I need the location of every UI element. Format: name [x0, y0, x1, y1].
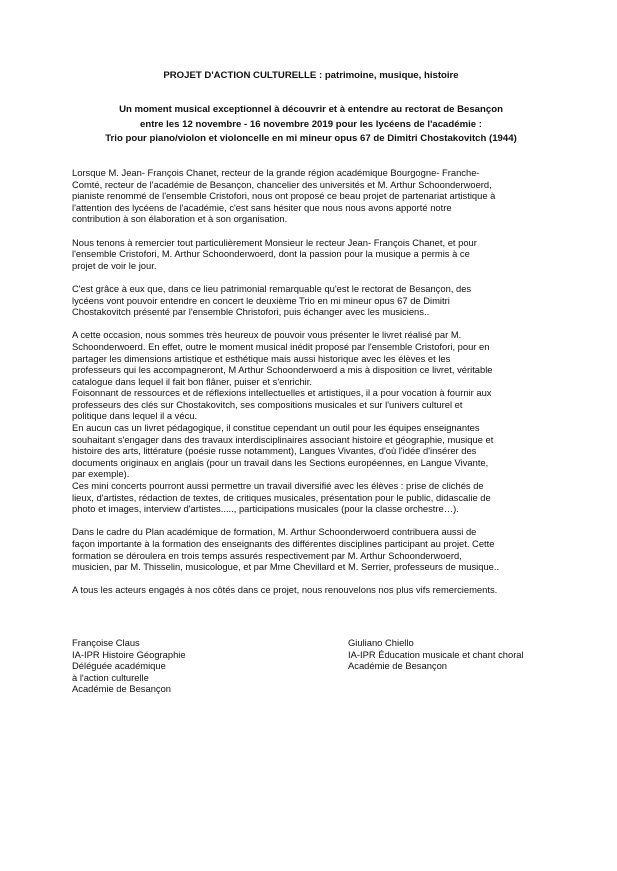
- signatory-title: IA-IPR Éducation musicale et chant choral: [348, 648, 524, 660]
- text-line: Foisonnant de ressources et de réflexions intellectuelles et artistiques, il a pour vocation à fournir aux: [72, 387, 492, 399]
- text-line: pianiste renommé de l'ensemble Cristofori, nous ont proposé ce beau projet de partenariat artistique à: [72, 190, 496, 202]
- text-line: politique dans lequel il a vécu.: [72, 410, 198, 422]
- text-line: A tous les acteurs engagés à nos côtés dans ce projet, nous renouvelons nos plus vifs remerciements.: [72, 584, 498, 596]
- subtitle-line: entre les 12 novembre - 16 novembre 2019 pour les lycéens de l'académie :: [140, 118, 482, 130]
- text-line: histoire des arts, littérature (poésie russe notamment), Langues Vivantes, d'où l'idée d'insérer des: [72, 445, 477, 457]
- paragraph-intro: [72, 167, 550, 225]
- signatory-name: Françoise Claus: [72, 637, 140, 648]
- text-line: souhaitant s'engager dans des travaux interdisciplinaires associant histoire et géographie, musique et: [72, 433, 494, 445]
- text-line: catalogue dans lequel il fait bon flâner, puiser et s'enrichir.: [72, 375, 312, 387]
- text-line: l'ensemble Cristofori, M. Arthur Schoonderwoerd, dont la passion pour la musique a permis à ce: [72, 248, 470, 260]
- signatory-institution: Académie de Besançon: [72, 683, 172, 695]
- paragraph-booklet: [72, 329, 550, 515]
- text-line: formation se déroulera en trois temps assurés respectivement par M. Arthur Schoonderwoerd,: [72, 549, 462, 561]
- text-line: musicien, par M. Thisselin, musicologue, et par Mme Chevillard et M. Serrier, professeurs de musique..: [72, 561, 500, 573]
- paragraph-training: [72, 526, 550, 572]
- text-line: partager les dimensions artistique et esthétique mais aussi historique avec les élèves et les: [72, 352, 451, 364]
- text-line: photo et images, interview d'artistes....., participations musicales (pour la classe orchestre…).: [72, 503, 459, 515]
- paragraph-thanks: [72, 237, 550, 272]
- paragraph-closing: [72, 584, 550, 596]
- text-line: Chostakovitch présenté par l'ensemble Christofori, puis échanger avec les musiciens..: [72, 306, 430, 318]
- text-line: C'est grâce à eux que, dans ce lieu patrimonial remarquable qu'est le rectorat de Besançon, des: [72, 282, 472, 294]
- signatory-institution: Académie de Besançon: [348, 660, 448, 672]
- text-line: Ces mini concerts pourront aussi permettre un travail diversifié avec les élèves : prise de clichés de: [72, 480, 484, 492]
- text-line: projet de voir le jour.: [72, 259, 157, 271]
- text-line: par exemple).: [72, 468, 130, 480]
- text-line: Comté, recteur de l'académie de Besançon, chancelier des universités et M. Arthur Schoonderwoerd,: [72, 178, 492, 190]
- text-line: l'attention des lycéens de l'académie, c'est sans hésiter que nous nous avons apporté notre: [72, 201, 452, 213]
- signatory-title: Déléguée académique: [72, 660, 166, 672]
- text-line: documents originaux en anglais (pour un travail dans les Sections européennes, en Langue Vivante,: [72, 456, 489, 468]
- signatory-title: IA-IPR Histoire Géographie: [72, 648, 186, 660]
- text-line: contribution à son élaboration et à son organisation.: [72, 213, 288, 225]
- text-line: Dans le cadre du Plan académique de formation, M. Arthur Schoonderwoerd contribuera aussi de: [72, 526, 477, 538]
- text-line: A cette occasion, nous sommes très heureux de pouvoir vous présenter le livret réalisé par M.: [72, 329, 462, 341]
- text-line: façon importante à la formation des enseignants des différentes disciplines participant au projet. Cette: [72, 538, 495, 549]
- document-title: PROJET D'ACTION CULTURELLE : patrimoine, musique, histoire: [163, 70, 459, 81]
- text-line: En aucun cas un livret pédagogique, il constitue cependant un outil pour les équipes enseignantes: [72, 422, 480, 434]
- paragraph-concert: [72, 283, 550, 318]
- text-line: lieux, d'artistes, rédaction de textes, de critiques musicales, présentation pour le public, didascalie de: [72, 491, 491, 503]
- signature-block-left: [72, 637, 186, 695]
- text-line: professeurs des clés sur Chostakovitch, ses compositions musicales et sur l'univers culturel et: [72, 398, 463, 410]
- signatory-title: à l'action culturelle: [72, 671, 149, 683]
- text-line: Lorsque M. Jean- François Chanet, recteur de la grande région académique Bourgogne- Franche-: [72, 167, 480, 178]
- signature-block-right: [348, 637, 524, 672]
- text-line: Schoonderwoerd. En effet, outre le moment musical inédit proposé par l'ensemble Cristofori, pour en: [72, 340, 490, 352]
- text-line: professeurs qui les accompagneront, M Arthur Schoonderwoerd a mis à disposition ce livret, véritable: [72, 364, 493, 376]
- text-line: lycéens vont pouvoir entendre en concert le deuxième Trio en mi mineur opus 67 de Dimitri: [72, 294, 450, 306]
- subtitle-line: Un moment musical exceptionnel à découvrir et à entendre au rectorat de Besançon: [119, 104, 503, 115]
- subtitle-line: Trio pour piano/violon et violoncelle en mi mineur opus 67 de Dimitri Chostakovitch (1944): [105, 133, 517, 145]
- document-subtitle: [72, 103, 550, 147]
- text-line: Nous tenons à remercier tout particulièrement Monsieur le recteur Jean- François Chanet, et pour: [72, 236, 477, 248]
- signatory-name: Giuliano Chiello: [348, 637, 414, 648]
- document-body: [72, 167, 550, 608]
